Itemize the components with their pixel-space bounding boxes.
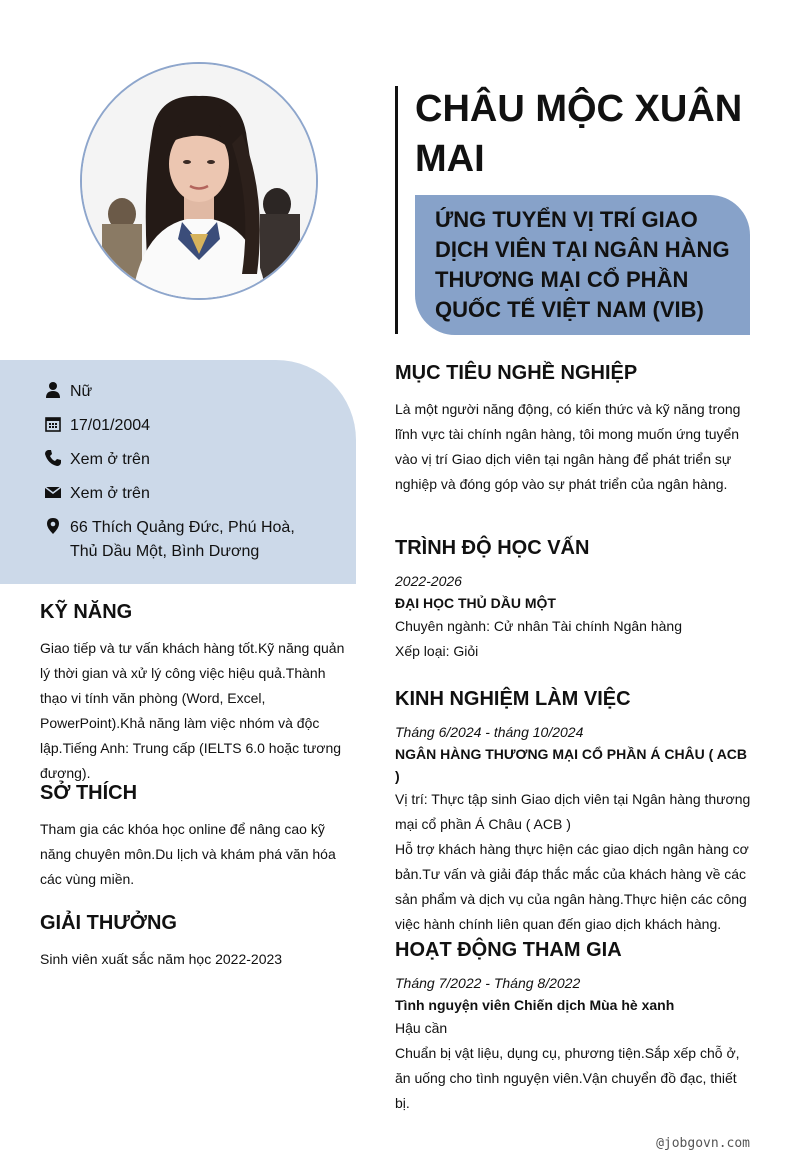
education-period: 2022-2026: [395, 573, 462, 589]
awards-section: [40, 912, 356, 972]
phone-icon: [44, 449, 62, 467]
activities-section: [395, 939, 755, 1116]
education-major: Chuyên ngành: Cử nhân Tài chính Ngân hàng: [395, 618, 682, 634]
address-line-2: Thủ Dầu Một, Bình Dương: [70, 543, 260, 560]
activity-role: Hậu cần: [395, 1020, 448, 1036]
contact-gender: [44, 380, 92, 404]
education-rank: Xếp loại: Giỏi: [395, 643, 479, 659]
candidate-name: CHÂU MỘC XUÂN MAI: [415, 88, 743, 180]
education-section: [395, 537, 755, 664]
activity-period: Tháng 7/2022 - Tháng 8/2022: [395, 975, 581, 991]
hobbies-title: SỞ THÍCH: [40, 782, 138, 804]
education-school: ĐẠI HỌC THỦ DẦU MỘT: [395, 595, 556, 611]
activity-description: Chuẩn bị vật liệu, dụng cụ, phương tiện.Sắp xếp chỗ ở, ăn uống cho tình nguyện viên.Vận chuyển đồ đạc, thiết bị.: [395, 1045, 740, 1111]
experience-description: Hỗ trợ khách hàng thực hiện các giao dịch ngân hàng cơ bản.Tư vấn và giải đáp thắc mắc của khách hàng về các sản phẩm và dịch vụ của ngân hàng.Thực hiện các công việc hành chính liên quan đến giao dịch khách hàng.: [395, 841, 749, 932]
name-accent-bar: [395, 86, 398, 334]
awards-title: GIẢI THƯỞNG: [40, 912, 177, 934]
hobbies-section: [40, 782, 356, 892]
email-text: Xem ở trên: [70, 485, 150, 502]
awards-body: Sinh viên xuất sắc năm học 2022-2023: [40, 951, 283, 967]
objective-section: [395, 362, 755, 497]
objective-body: Là một người năng động, có kiến thức và kỹ năng trong lĩnh vực tài chính ngân hàng, tôi mong muốn ứng tuyển vào vị trí Giao dịch viên tại ngân hàng để phát triển sự nghiệp và đóng góp vào sự phát triển của ngân hàng.: [395, 401, 741, 492]
experience-title: KINH NGHIỆM LÀM VIỆC: [395, 688, 631, 710]
target-position: ỨNG TUYỂN VỊ TRÍ GIAO DỊCH VIÊN TẠI NGÂN HÀNG THƯƠNG MẠI CỔ PHẦN QUỐC TẾ VIỆT NAM (VIB): [415, 195, 750, 335]
experience-period: Tháng 6/2024 - tháng 10/2024: [395, 724, 584, 740]
address-line-1: 66 Thích Quảng Đức, Phú Hoà,: [70, 519, 295, 536]
birthday-text: 17/01/2004: [70, 417, 151, 434]
education-title: TRÌNH ĐỘ HỌC VẤN: [395, 537, 590, 559]
mail-icon: [44, 483, 62, 501]
activities-title: HOẠT ĐỘNG THAM GIA: [395, 939, 622, 961]
experience-company: NGÂN HÀNG THƯƠNG MẠI CỔ PHẦN Á CHÂU ( ACB ): [395, 746, 748, 784]
contact-phone: [44, 448, 150, 472]
activity-name: Tình nguyện viên Chiến dịch Mùa hè xanh: [395, 997, 675, 1013]
contact-birthday: [44, 414, 150, 438]
objective-title: MỤC TIÊU NGHỀ NGHIỆP: [395, 362, 638, 384]
contact-email: [44, 482, 150, 506]
contact-address: [44, 516, 295, 564]
skills-title: KỸ NĂNG: [40, 601, 133, 623]
calendar-icon: [44, 415, 62, 433]
hobbies-body: Tham gia các khóa học online để nâng cao kỹ năng chuyên môn.Du lịch và khám phá văn hóa các vùng miền.: [40, 821, 336, 887]
location-pin-icon: [44, 517, 62, 535]
skills-section: [40, 601, 356, 786]
address-text: [70, 516, 295, 564]
experience-section: [395, 688, 755, 937]
skills-body: Giao tiếp và tư vấn khách hàng tốt.Kỹ năng quản lý thời gian và xử lý công việc hiệu quả.Thành thạo vi tính văn phòng (Word, Excel, PowerPoint).Khả năng làm việc nhóm và độc lập.Tiếng Anh: Trung cấp (IELTS 6.0 hoặc tương đương).: [40, 640, 345, 781]
profile-photo: [80, 62, 318, 300]
experience-role: Vị trí: Thực tập sinh Giao dịch viên tại Ngân hàng thương mại cổ phần Á Châu ( ACB ): [395, 791, 751, 832]
watermark: @jobgovn.com: [656, 1136, 750, 1151]
phone-text: Xem ở trên: [70, 451, 150, 468]
person-icon: [44, 381, 62, 399]
gender-text: Nữ: [70, 383, 93, 400]
